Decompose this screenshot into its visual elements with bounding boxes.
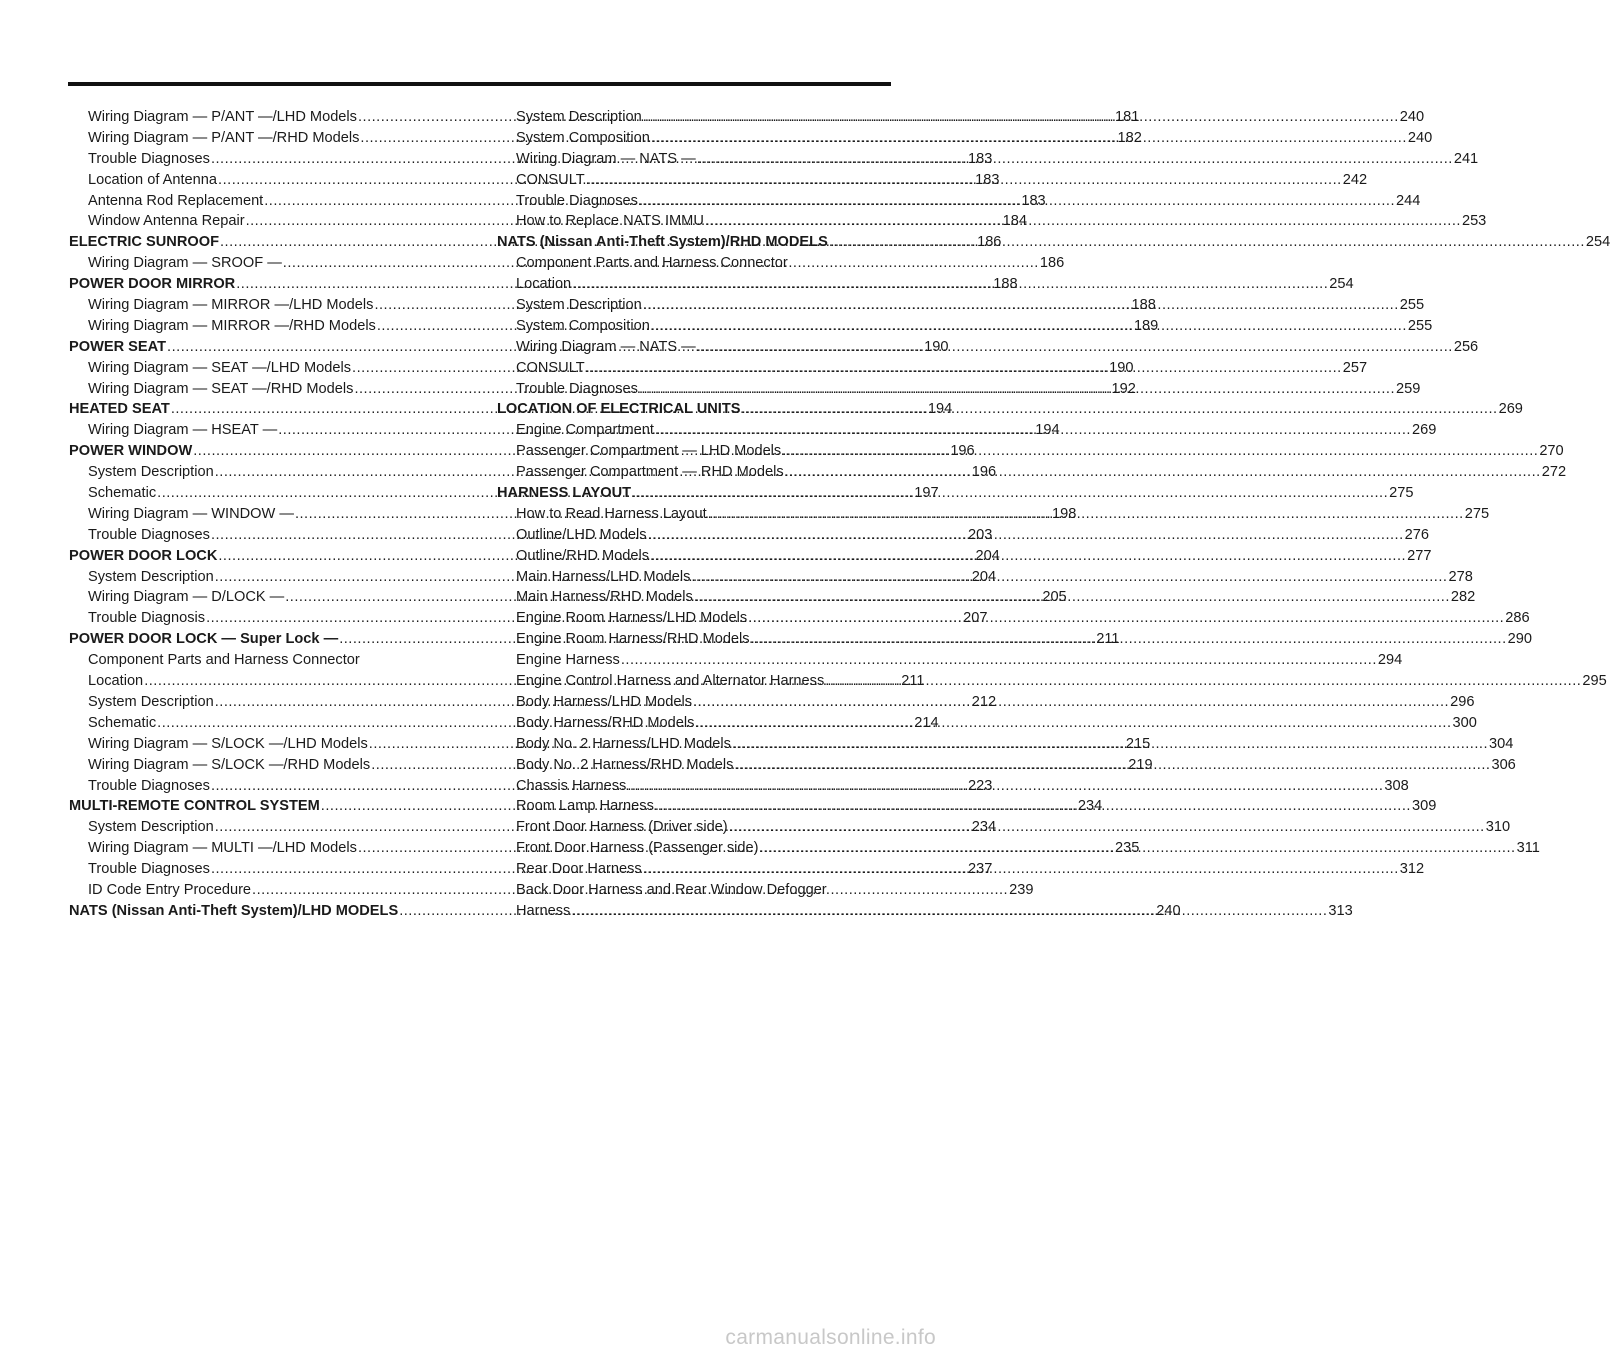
toc-page-number: 240 — [1156, 902, 1181, 919]
toc-page-number: 207 — [963, 610, 988, 627]
toc-page-number: 278 — [1448, 568, 1473, 585]
toc-page-number: 204 — [975, 547, 1000, 564]
toc-page-number: 212 — [971, 693, 997, 710]
toc-page-number: 310 — [1485, 819, 1511, 836]
toc-entry-title: Body Harness/RHD Models — [516, 714, 695, 731]
toc-entry-title: Wiring Diagram — NATS — — [516, 150, 696, 167]
toc-page-number: 253 — [1461, 213, 1487, 230]
dot-leader — [705, 211, 1461, 232]
toc-entry-title: Outline/RHD Models — [516, 547, 650, 564]
toc-page-number: 269 — [1498, 401, 1523, 418]
toc-entry[interactable] — [497, 650, 1403, 671]
dot-leader — [694, 587, 1450, 608]
toc-page-number: 197 — [914, 485, 939, 502]
dot-leader — [697, 337, 1453, 358]
toc-page-number: 183 — [975, 171, 1000, 188]
toc-entry-title: Wiring Diagram — SROOF — — [88, 255, 282, 272]
toc-page-number: 235 — [1115, 840, 1140, 857]
dot-leader — [651, 316, 1407, 337]
toc-page-number: 311 — [1516, 840, 1540, 857]
toc-page-number: 182 — [1117, 129, 1142, 146]
toc-entry-title: Wiring Diagram — S/LOCK —/RHD Models — [88, 756, 371, 773]
toc-entry-title: Front Door Harness (Driver side) — [516, 819, 728, 836]
dot-leader — [639, 379, 1395, 400]
dot-leader — [751, 629, 1507, 650]
toc-entry-title: System Composition — [516, 129, 650, 146]
toc-entry-title: Passenger Compartment — LHD Models — [516, 443, 782, 460]
toc-page-number: 308 — [1384, 777, 1409, 794]
toc-entry-title: System Description — [88, 568, 214, 585]
toc-entry-title: Wiring Diagram — D/LOCK — — [88, 589, 285, 606]
toc-page-number: 196 — [950, 443, 975, 460]
dot-leader — [655, 796, 1411, 817]
dot-leader — [627, 776, 1383, 797]
toc-page-number: 272 — [1541, 464, 1567, 481]
toc-entry-title: HEATED SEAT — [69, 401, 170, 418]
toc-entry-title: Trouble Diagnoses — [88, 861, 210, 878]
toc-page-number: 240 — [1407, 129, 1433, 146]
toc-page-number: 215 — [1125, 735, 1151, 752]
toc-entry-title: Location of Antenna — [88, 171, 218, 188]
dot-leader — [729, 817, 1485, 838]
toc-entry-title: Front Door Harness (Passenger side) — [516, 840, 759, 857]
dot-leader — [643, 859, 1399, 880]
toc-page-number: 242 — [1342, 171, 1368, 188]
toc-entry-title: Body Harness/LHD Models — [516, 693, 693, 710]
dot-leader — [691, 567, 1447, 588]
toc-entry-continued: Back Door Harness and Rear Window Defogger — [516, 881, 827, 898]
toc-entry-title: LOCATION OF ELECTRICAL UNITS — [497, 401, 741, 418]
toc-page-number: 282 — [1450, 589, 1476, 606]
toc-entry-title: POWER SEAT — [69, 338, 167, 355]
toc-page-number: 203 — [968, 526, 993, 543]
dot-leader — [693, 692, 1449, 713]
toc-page-number: 295 — [1582, 673, 1607, 690]
toc-page-number: 190 — [1109, 359, 1134, 376]
toc-page-number: 304 — [1489, 735, 1514, 752]
toc-entry-title: ID Code Entry Procedure — [88, 881, 252, 898]
toc-entry-title: Engine Compartment — [516, 422, 654, 439]
toc-entry-title: Body No. 2 Harness/RHD Models — [516, 756, 734, 773]
dot-leader — [586, 358, 1342, 379]
dot-leader — [572, 274, 1328, 295]
toc-entry-title: Trouble Diagnoses — [88, 526, 210, 543]
toc-page-number: 254 — [1329, 276, 1354, 293]
toc-page-number: 300 — [1452, 714, 1477, 731]
toc-entry-title: CONSULT — [516, 359, 585, 376]
toc-entry-title: Location — [88, 673, 144, 690]
toc-entry-title: Trouble Diagnoses — [88, 150, 210, 167]
toc-entry-continued: Component Parts and Harness Connector — [516, 255, 788, 272]
dot-leader — [571, 901, 1327, 922]
toc-page-number: 183 — [1021, 192, 1046, 209]
toc-page-number: 290 — [1507, 631, 1533, 648]
toc-page-number: 211 — [1096, 631, 1120, 648]
dot-leader — [586, 170, 1342, 191]
toc-page-number: 214 — [914, 714, 939, 731]
toc-page-number: 313 — [1328, 902, 1353, 919]
toc-entry-title: Wiring Diagram — MULTI —/LHD Models — [88, 840, 357, 857]
toc-page-number: 259 — [1396, 380, 1421, 397]
toc-entry-title: MULTI-REMOTE CONTROL SYSTEM — [69, 798, 320, 815]
toc-page-number: 306 — [1491, 756, 1516, 773]
toc-entry-title: Location — [516, 276, 572, 293]
toc-entry-title: Engine Harness — [516, 652, 620, 669]
toc-entry-title: Wiring Diagram — WINDOW — — [88, 505, 294, 522]
toc-entry-title: Rear Door Harness — [516, 861, 642, 878]
toc-page-number: 188 — [1131, 297, 1156, 314]
toc-entry-title: Wiring Diagram — MIRROR —/LHD Models — [88, 297, 374, 314]
toc-entry-title: How to Replace NATS IMMU — [516, 213, 704, 230]
toc-page-number: 241 — [1453, 150, 1479, 167]
toc-page-number: 205 — [1042, 589, 1067, 606]
dot-leader — [829, 232, 1585, 253]
toc-page-number: 190 — [924, 338, 949, 355]
toc-page-number: 181 — [1115, 109, 1140, 125]
dot-leader — [742, 399, 1498, 420]
toc-entry-title: Schematic — [88, 714, 157, 731]
dot-leader — [734, 755, 1490, 776]
toc-page-number: 239 — [1009, 881, 1034, 898]
toc-entry-title: System Description — [88, 693, 214, 710]
toc-entry-title: Wiring Diagram — S/LOCK —/LHD Models — [88, 735, 368, 752]
dot-leader — [732, 734, 1488, 755]
toc-entry-title: POWER DOOR MIRROR — [69, 276, 236, 293]
toc-entry-title: CONSULT — [516, 171, 585, 188]
toc-page-number: 194 — [927, 401, 953, 418]
toc-entry-title: Wiring Diagram — SEAT —/LHD Models — [88, 359, 352, 376]
toc-page-number: 294 — [1377, 652, 1403, 669]
toc-page-number: 188 — [993, 276, 1018, 293]
toc-page-number: 204 — [971, 568, 997, 585]
toc-entry-title: NATS (Nissan Anti-Theft System)/LHD MODELS — [69, 902, 399, 919]
toc-page-number: 189 — [1133, 317, 1159, 334]
toc-page-number: 198 — [1052, 505, 1077, 522]
toc-entry-title: Engine Control Harness and Alternator Harness — [516, 673, 825, 690]
toc-entry-title: Room Lamp Harness — [516, 798, 654, 815]
dot-leader — [643, 295, 1399, 316]
toc-page-number: 256 — [1453, 338, 1479, 355]
toc-page-number: 255 — [1407, 317, 1433, 334]
toc-entry-title: Wiring Diagram — SEAT —/RHD Models — [88, 380, 354, 397]
toc-page-number: 286 — [1505, 610, 1530, 627]
toc-entry-title: System Composition — [516, 317, 650, 334]
toc-page-number: 192 — [1111, 380, 1136, 397]
toc-entry-title: Engine Room Harness/RHD Models — [516, 631, 750, 648]
toc-entry-title: System Description — [88, 819, 214, 836]
top-rule — [68, 82, 891, 86]
toc-entry-title: Trouble Diagnoses — [516, 192, 638, 209]
dot-leader — [697, 149, 1453, 170]
watermark: carmanualsonline.info — [725, 1326, 936, 1349]
toc-entry-title: Wiring Diagram — HSEAT — — [88, 422, 278, 439]
toc-entry-title: System Description — [88, 464, 214, 481]
toc-page-number: 196 — [971, 464, 997, 481]
toc-entry-title: Trouble Diagnosis — [88, 610, 206, 627]
toc-page-number: 211 — [901, 673, 925, 690]
toc-page-number: 183 — [968, 150, 993, 167]
toc-page-number: 277 — [1407, 547, 1432, 564]
toc-entry-title: Outline/LHD Models — [516, 526, 647, 543]
toc-page-number: 312 — [1399, 861, 1425, 878]
toc-entry-title: System Description — [516, 297, 642, 314]
dot-leader — [651, 128, 1407, 149]
toc-page-number: 257 — [1342, 359, 1368, 376]
toc-entry-title: How to Read Harness Layout — [516, 505, 707, 522]
toc-page-number: 237 — [968, 861, 993, 878]
dot-leader — [650, 546, 1406, 567]
toc-entry-title: ELECTRIC SUNROOF — [69, 234, 219, 251]
toc-entry-title: HARNESS LAYOUT — [497, 485, 632, 502]
toc-page-number: 234 — [971, 819, 997, 836]
toc-entry-title: Chassis Harness — [516, 777, 627, 794]
toc-entry-title: Main Harness/LHD Models — [516, 568, 691, 585]
toc-entry-title: POWER WINDOW — [69, 443, 193, 460]
dot-leader — [785, 462, 1541, 483]
toc-entry-title: System Description — [516, 109, 642, 125]
toc-page-number: 219 — [1128, 756, 1153, 773]
toc-page-number: 276 — [1404, 526, 1430, 543]
toc-entry-title: Trouble Diagnoses — [88, 777, 210, 794]
toc-entry-title: Harness — [516, 902, 571, 919]
toc-entry-continued: Component Parts and Harness Connector — [88, 652, 360, 669]
toc-page-number: 186 — [977, 234, 1002, 251]
toc-page-number: 254 — [1585, 234, 1610, 251]
toc-page-number: 309 — [1411, 798, 1437, 815]
toc-page-number: 270 — [1539, 443, 1564, 460]
toc-page-number: 296 — [1450, 693, 1475, 710]
toc-page-number: 223 — [968, 777, 993, 794]
toc-page-number: 244 — [1396, 192, 1421, 209]
toc-page-number: 255 — [1399, 297, 1425, 314]
toc-entry-title: Main Harness/RHD Models — [516, 589, 693, 606]
toc-page-number: 269 — [1411, 422, 1437, 439]
toc-entry-title: Wiring Diagram — NATS — — [516, 338, 696, 355]
toc-entry-title: Window Antenna Repair — [88, 213, 245, 230]
dot-leader — [748, 608, 1504, 629]
dot-leader — [643, 107, 1399, 128]
toc-page-number: 184 — [1002, 213, 1028, 230]
toc-entry-title: NATS (Nissan Anti-Theft System)/RHD MODELS — [497, 234, 828, 251]
dot-leader — [695, 713, 1451, 734]
dot-leader — [760, 838, 1516, 859]
toc-entry-title: Body No. 2 Harness/LHD Models — [516, 735, 731, 752]
dot-leader — [782, 441, 1538, 462]
dot-leader — [621, 650, 1377, 671]
toc-page-number: 186 — [1039, 255, 1065, 272]
toc-page-number: 240 — [1399, 109, 1425, 125]
toc-entry-title: POWER DOOR LOCK — [69, 547, 218, 564]
dot-leader — [825, 671, 1581, 692]
toc-entry-title: POWER DOOR LOCK — Super Lock — — [69, 631, 339, 648]
toc-page-number: 194 — [1035, 422, 1060, 439]
dot-leader — [648, 525, 1404, 546]
toc-entry-title: Wiring Diagram — MIRROR —/RHD Models — [88, 317, 376, 334]
toc-entry-title: Wiring Diagram — P/ANT —/LHD Models — [88, 109, 357, 125]
toc-entry-title: Wiring Diagram — P/ANT —/RHD Models — [88, 129, 360, 146]
toc-entry-title: Antenna Rod Replacement — [88, 192, 264, 209]
toc-page-number: 275 — [1464, 505, 1490, 522]
toc-page-number: 234 — [1077, 798, 1103, 815]
toc-entry-title: Passenger Compartment — RHD Models — [516, 464, 784, 481]
toc-entry-title: Engine Room Harness/LHD Models — [516, 610, 748, 627]
dot-leader — [632, 483, 1388, 504]
dot-leader — [708, 504, 1464, 525]
toc-entry-title: Trouble Diagnoses — [516, 380, 638, 397]
dot-leader — [639, 191, 1395, 212]
dot-leader — [655, 420, 1411, 441]
toc-page-number: 275 — [1389, 485, 1414, 502]
toc-entry-title: Schematic — [88, 485, 157, 502]
